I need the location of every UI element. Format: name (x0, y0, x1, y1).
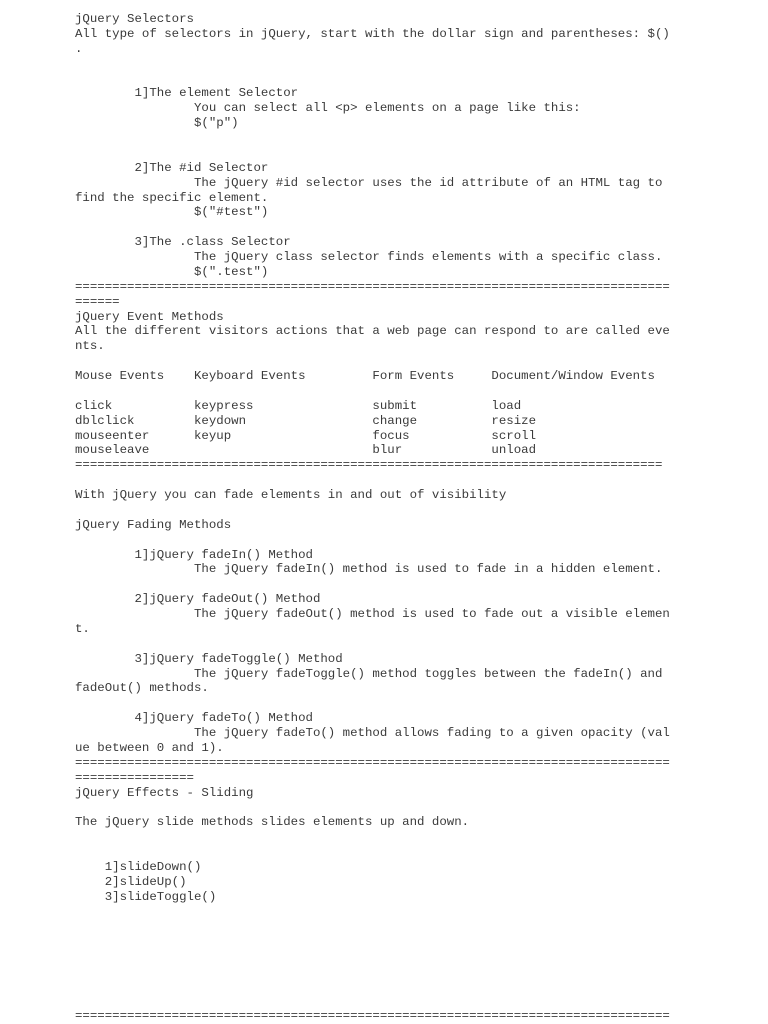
text-line: All type of selectors in jQuery, start with the dollar sign and parentheses: $() (75, 26, 670, 41)
table-header: Mouse Events Keyboard Events Form Events Document/Window Events (75, 369, 655, 383)
blank-line (75, 949, 675, 964)
text-line: The jQuery fadeToggle() method toggles between the fadeIn() and (75, 666, 663, 681)
text-line: fadeOut() methods. (75, 681, 209, 696)
section-heading: 1]The element Selector (75, 86, 299, 101)
table-row: click keypress submit load (75, 398, 522, 413)
code-line: $("p") (75, 116, 239, 131)
text-line: The jQuery #id selector uses the id attribute of an HTML tag to (75, 175, 663, 190)
table-row: mouseleave blur unload (75, 443, 537, 458)
code-line: $(".test") (75, 264, 269, 279)
blank-line (75, 800, 675, 815)
blank-line (75, 473, 675, 488)
blank-line (75, 845, 675, 860)
blank-line (75, 696, 675, 711)
doc-title: jQuery Fading Methods (75, 517, 232, 532)
blank-line (75, 57, 675, 72)
separator-rule: ====== (75, 294, 120, 309)
text-line: The jQuery class selector finds elements with a specific class. (75, 250, 663, 264)
text-line: The jQuery fadeTo() method allows fading to a given opacity (val (75, 726, 670, 740)
separator-rule: ================================================================================ (75, 279, 670, 294)
blank-line (75, 934, 675, 949)
separator-rule: ================ (75, 770, 194, 785)
blank-line (75, 384, 675, 399)
separator-rule: =============================================================================== (75, 458, 663, 473)
list-item: 1]slideDown() (75, 859, 202, 874)
text-line: The jQuery slide methods slides elements up and down. (75, 815, 470, 830)
separator-rule: ================================================================================ (75, 755, 670, 770)
section-heading: 1]jQuery fadeIn() Method (75, 547, 313, 562)
doc-title: jQuery Event Methods (75, 309, 224, 324)
section-heading: 4]jQuery fadeTo() Method (75, 711, 313, 726)
blank-line (75, 905, 675, 920)
text-line: You can select all <p> elements on a page like this: (75, 101, 581, 116)
text-line: With jQuery you can fade elements in and out of visibility (75, 488, 507, 502)
text-line: find the specific element. (75, 190, 269, 205)
blank-line (75, 131, 675, 146)
blank-line (75, 637, 675, 652)
blank-line (75, 830, 675, 845)
table-row: mouseenter keyup focus scroll (75, 428, 537, 443)
blank-line (75, 533, 675, 548)
separator-rule: ================================================================================ (75, 1008, 670, 1023)
code-line: $("#test") (75, 205, 269, 220)
blank-line (75, 964, 675, 979)
blank-line (75, 919, 675, 934)
text-line: The jQuery fadeOut() method is used to fade out a visible elemen (75, 607, 670, 621)
doc-title: jQuery Selectors (75, 12, 194, 26)
blank-line (75, 503, 675, 518)
text-line: The jQuery fadeIn() method is used to fade in a hidden element. (75, 562, 663, 577)
section-heading: 3]jQuery fadeToggle() Method (75, 651, 343, 666)
document-body (75, 12, 675, 1024)
blank-line (75, 72, 675, 87)
section-heading: 3]The .class Selector (75, 235, 291, 250)
text-line: t. (75, 621, 90, 636)
text-line: . (75, 41, 83, 56)
list-item: 2]slideUp() (75, 874, 187, 889)
list-item: 3]slideToggle() (75, 889, 217, 904)
text-line: nts. (75, 339, 105, 354)
blank-line (75, 354, 675, 369)
blank-line (75, 979, 675, 994)
section-heading: 2]The #id Selector (75, 160, 269, 175)
blank-line (75, 220, 675, 235)
blank-line (75, 577, 675, 592)
text-line: ue between 0 and 1). (75, 740, 224, 755)
table-row: dblclick keydown change resize (75, 413, 537, 428)
section-heading: 2]jQuery fadeOut() Method (75, 592, 321, 607)
text-line: All the different visitors actions that a web page can respond to are called eve (75, 324, 670, 339)
blank-line (75, 146, 675, 161)
blank-line (75, 994, 675, 1009)
doc-title: jQuery Effects - Sliding (75, 785, 254, 800)
